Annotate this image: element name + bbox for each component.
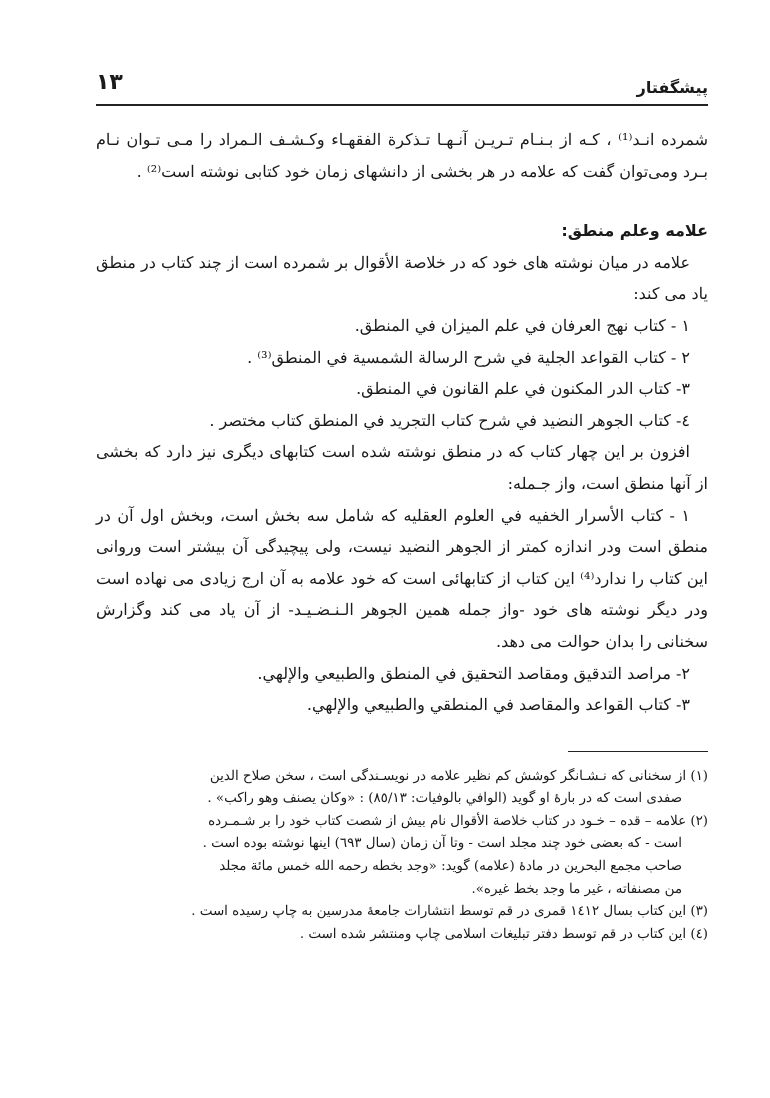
list-item: ٤- كتاب الجوهر النضيد في شرح كتاب التجريد في المنطق كتاب مختصر . <box>209 410 690 430</box>
paragraph: افزون بر اين چهار كتاب كه در منطق نوشته شده است كتابهای ديگری نيز دارد كه بخشی از آنها منطق است، واز جـمله: <box>96 442 708 493</box>
list-item-long: ١ - كتاب الأسرار الخفيه في العلوم العقليه كه شامل سه بخش است، وبخش اول آن در منطق است ودر اندازه كمتر از الجوهر النضيد نيست، ولی پيچيدگی آن بيشتر است وروانی اين كتاب را ندارد⁽⁴⁾ اين كتاب از كتابهائی است كه خود علامه به آن ارج زيادی می نهاده است ودر ديگر نوشته های خود -واز جمله همين الجوهر الـنـضـيـد- از آن ياد می كند وگزارش سخنانی را بدان حوالت می دهد. <box>96 505 708 651</box>
footnote-continuation: من مصنفاته ، غير ما وجد بخط غيره». <box>471 881 682 897</box>
list-item: ١ - كتاب نهج العرفان في علم الميزان في المنطق. <box>354 315 690 335</box>
list-item: ٢- مراصد التدقيق ومقاصد التحقيق في المنطق والطبيعي والإلهي. <box>257 663 690 683</box>
page-number: ١٣ <box>96 70 123 95</box>
footnote: (٤) اين كتاب در قم توسط دفتر تبليغات اسلامی چاپ ومنتشر شده است . <box>299 926 708 942</box>
footnote-continuation: است - كه بعضی خود چند مجلد است - وتا آن زمان (سال ٦٩٣) اينها نوشته بوده است . <box>202 836 682 852</box>
running-header <box>96 70 708 106</box>
footnotes <box>96 766 708 947</box>
footnote: (٢) علامه – قده – خـود در كتاب خلاصة الأقوال نام بيش از شصت كتاب خود را بر شـمـرده <box>208 813 708 829</box>
list-item: ٣- كتاب القواعد والمقاصد في المنطقي والطبيعي والإلهي. <box>306 695 690 715</box>
list-item: ٣- كتاب الدر المكنون في علم القانون في المنطق. <box>356 379 690 399</box>
intro-paragraph: شمرده انـد⁽¹⁾ ، كـه از بـنـام تـريـن آنـهـا تـذكرة الفقهـاء وكـشـف الـمراد را مـی تـوان نـام بـرد ومی‌توان گفت كه علامه در هر بخشی از دانشهای زمان خود كتابی نوشته است⁽²⁾ . <box>96 130 709 181</box>
footnote: (١) از سخنانی كه نـشـانگر كوشش كم نظير علامه در نويسـندگی است ، سخن صلاح الدين <box>209 768 708 784</box>
main-text <box>96 124 708 721</box>
book-page <box>96 70 708 1050</box>
footnote-separator <box>568 751 708 752</box>
section-heading: علامه وعلم منطق: <box>561 221 708 241</box>
list-item: ٢ - كتاب القواعد الجلية في شرح الرسالة الشمسية في المنطق⁽³⁾ . <box>247 347 690 367</box>
running-title: پیشگفتار <box>636 78 708 97</box>
footnote-continuation: صفدی است كه در بارهٔ او گويد (الوافي بالوفيات: ٨٥/١٣) : «وكان يصنف وهو راكب» . <box>207 791 682 807</box>
footnote: (٣) اين كتاب بسال ١٤١٢ قمری در قم توسط انتشارات جامعهٔ مدرسين به چاپ رسيده است . <box>191 904 708 920</box>
paragraph: علامه در ميان نوشته های خود كه در خلاصة الأقوال بر شمرده است از چند كتاب در منطق ياد می كند: <box>96 252 708 304</box>
footnote-continuation: صاحب مجمع البحرين در مادهٔ (علامه) گويد: «وجد بخطه رحمه الله خمس مائة مجلد <box>219 859 682 875</box>
